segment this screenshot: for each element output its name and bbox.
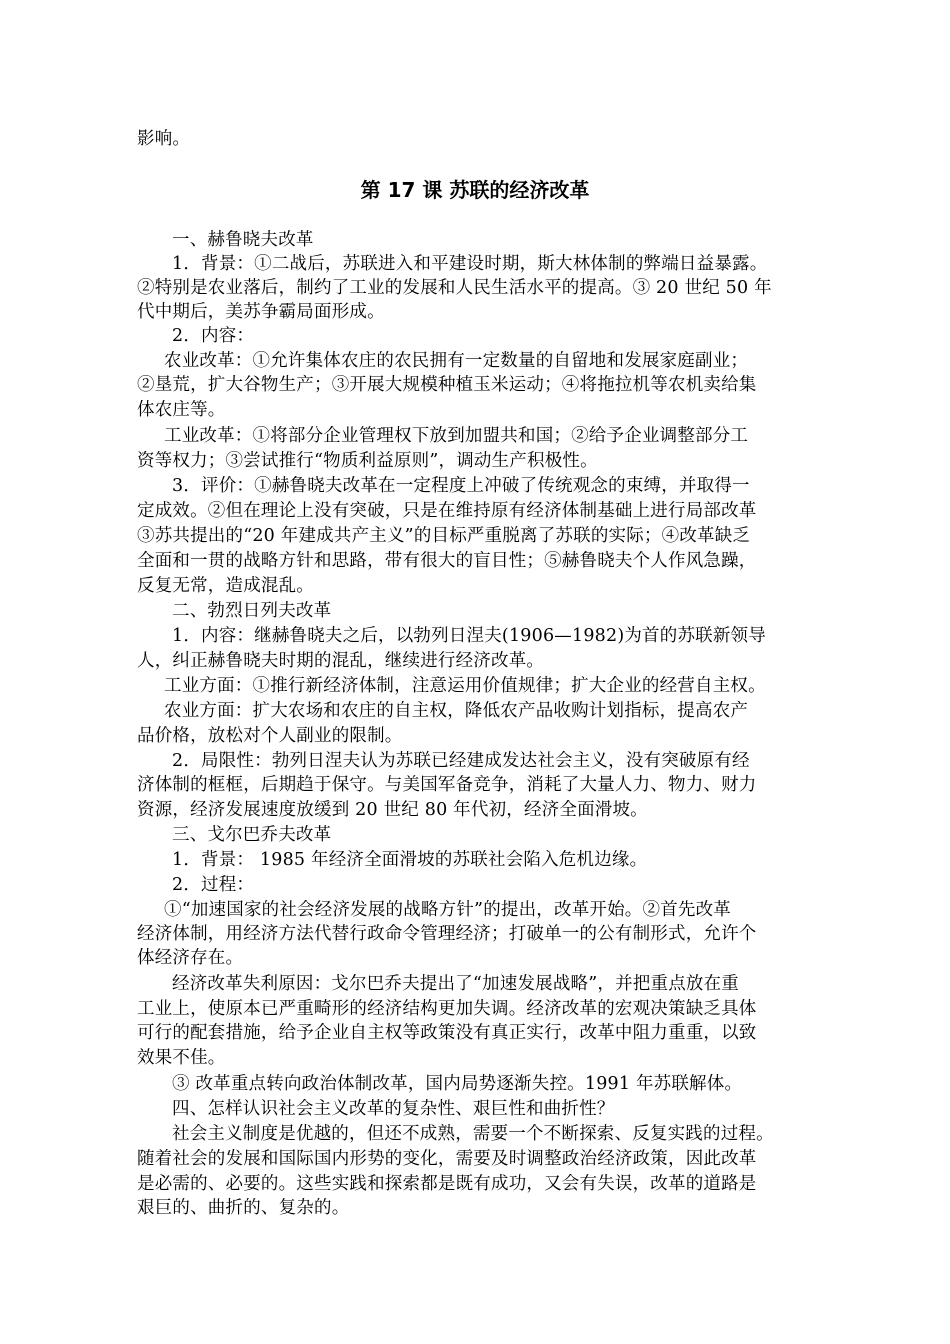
text-line: 1．背景： 1985 年经济全面滑坡的苏联社会陷入危机边缘。 <box>172 850 648 870</box>
text-line: 3．评价：①赫鲁晓夫改革在一定程度上冲破了传统观念的束缚，并取得一 <box>172 476 750 496</box>
text-line: 全面和一贯的战略方针和思路，带有很大的盲目性；⑤赫鲁晓夫个人作风急躁， <box>137 551 757 571</box>
text-line: 反复无常，造成混乱。 <box>137 576 314 596</box>
text-line: 效果不佳。 <box>137 1048 226 1068</box>
text-line: ①“加速国家的社会经济发展的战略方针”的提出，改革开始。②首先改革 <box>164 900 731 920</box>
text-line: 1．背景：①二战后，苏联进入和平建设时期，斯大林体制的弊端日益暴露。 <box>172 254 768 274</box>
text-line: 工业改革：①将部分企业管理权下放到加盟共和国；②给予企业调整部分工 <box>164 426 749 446</box>
text-line: ③苏共提出的“20 年建成共产主义”的目标严重脱离了苏联的实际；④改革缺乏 <box>137 526 751 546</box>
text-line: 艰巨的、曲折的、复杂的。 <box>137 1198 350 1218</box>
text-line: 是必需的、必要的。这些实践和探索都是既有成功，又会有失误，改革的道路是 <box>137 1174 757 1194</box>
text-line: 影响。 <box>137 129 191 149</box>
text-line: 农业改革：①允许集体农庄的农民拥有一定数量的自留地和发展家庭副业； <box>164 351 749 371</box>
text-line: 经济改革失利原因：戈尔巴乔夫提出了“加速发展战略”，并把重点放在重 <box>172 974 739 994</box>
section-heading: 二、勃烈日列夫改革 <box>172 601 332 621</box>
text-line: ③ 改革重点转向政治体制改革，国内局势逐渐失控。1991 年苏联解体。 <box>172 1074 743 1094</box>
text-line: 2．内容： <box>172 326 255 346</box>
text-line: ②垦荒，扩大谷物生产；③开展大规模种植玉米运动；④将拖拉机等农机卖给集 <box>137 375 757 395</box>
text-line: 2．过程： <box>172 875 255 895</box>
section-heading: 三、戈尔巴乔夫改革 <box>172 825 332 845</box>
text-line: 定成效。②但在理论上没有突破，只是在维持原有经济体制基础上进行局部改革 <box>137 501 757 521</box>
text-line: 工业上，使原本已严重畸形的经济结构更加失调。经济改革的宏观决策缺乏具体 <box>137 999 757 1019</box>
text-line: 资等权力；③尝试推行“物质利益原则”，调动生产积极性。 <box>137 451 598 471</box>
text-line: ②特别是农业落后，制约了工业的发展和人民生活水平的提高。③ 20 世纪 50 年 <box>137 278 772 298</box>
text-line: 济体制的框框，后期趋于保守。与美国军备竞争，消耗了大量人力、物力、财力 <box>137 775 757 795</box>
text-line: 随着社会的发展和国际国内形势的变化，需要及时调整政治经济政策，因此改革 <box>137 1149 757 1169</box>
text-line: 1．内容：继赫鲁晓夫之后，以勃列日涅夫(1906—1982)为首的苏联新领导 <box>172 626 766 646</box>
section-heading: 一、赫鲁晓夫改革 <box>172 230 314 250</box>
text-line: 资源，经济发展速度放缓到 20 世纪 80 年代初，经济全面滑坡。 <box>137 800 648 820</box>
text-line: 可行的配套措施，给予企业自主权等政策没有真正实行，改革中阻力重重，以致 <box>137 1023 757 1043</box>
text-line: 经济体制，用经济方法代替行政命令管理经济；打破单一的公有制形式，允许个 <box>137 924 757 944</box>
text-line: 代中期后，美苏争霸局面形成。 <box>137 302 385 322</box>
text-line: 人，纠正赫鲁晓夫时期的混乱，继续进行经济改革。 <box>137 651 545 671</box>
text-line: 2．局限性：勃列日涅夫认为苏联已经建成发达社会主义，没有突破原有经 <box>172 751 750 771</box>
lesson-title: 第 17 课 苏联的经济改革 <box>360 178 590 202</box>
section-heading: 四、怎样认识社会主义改革的复杂性、艰巨性和曲折性？ <box>172 1099 615 1119</box>
text-line: 社会主义制度是优越的，但还不成熟，需要一个不断探索、反复实践的过程。 <box>172 1124 774 1144</box>
text-line: 体经济存在。 <box>137 948 244 968</box>
text-line: 农业方面：扩大农场和农庄的自主权，降低农产品收购计划指标，提高农产 <box>164 701 749 721</box>
text-line: 工业方面：①推行新经济体制，注意运用价值规律；扩大企业的经营自主权。 <box>164 676 766 696</box>
text-line: 品价格，放松对个人副业的限制。 <box>137 726 403 746</box>
text-line: 体农庄等。 <box>137 400 226 420</box>
